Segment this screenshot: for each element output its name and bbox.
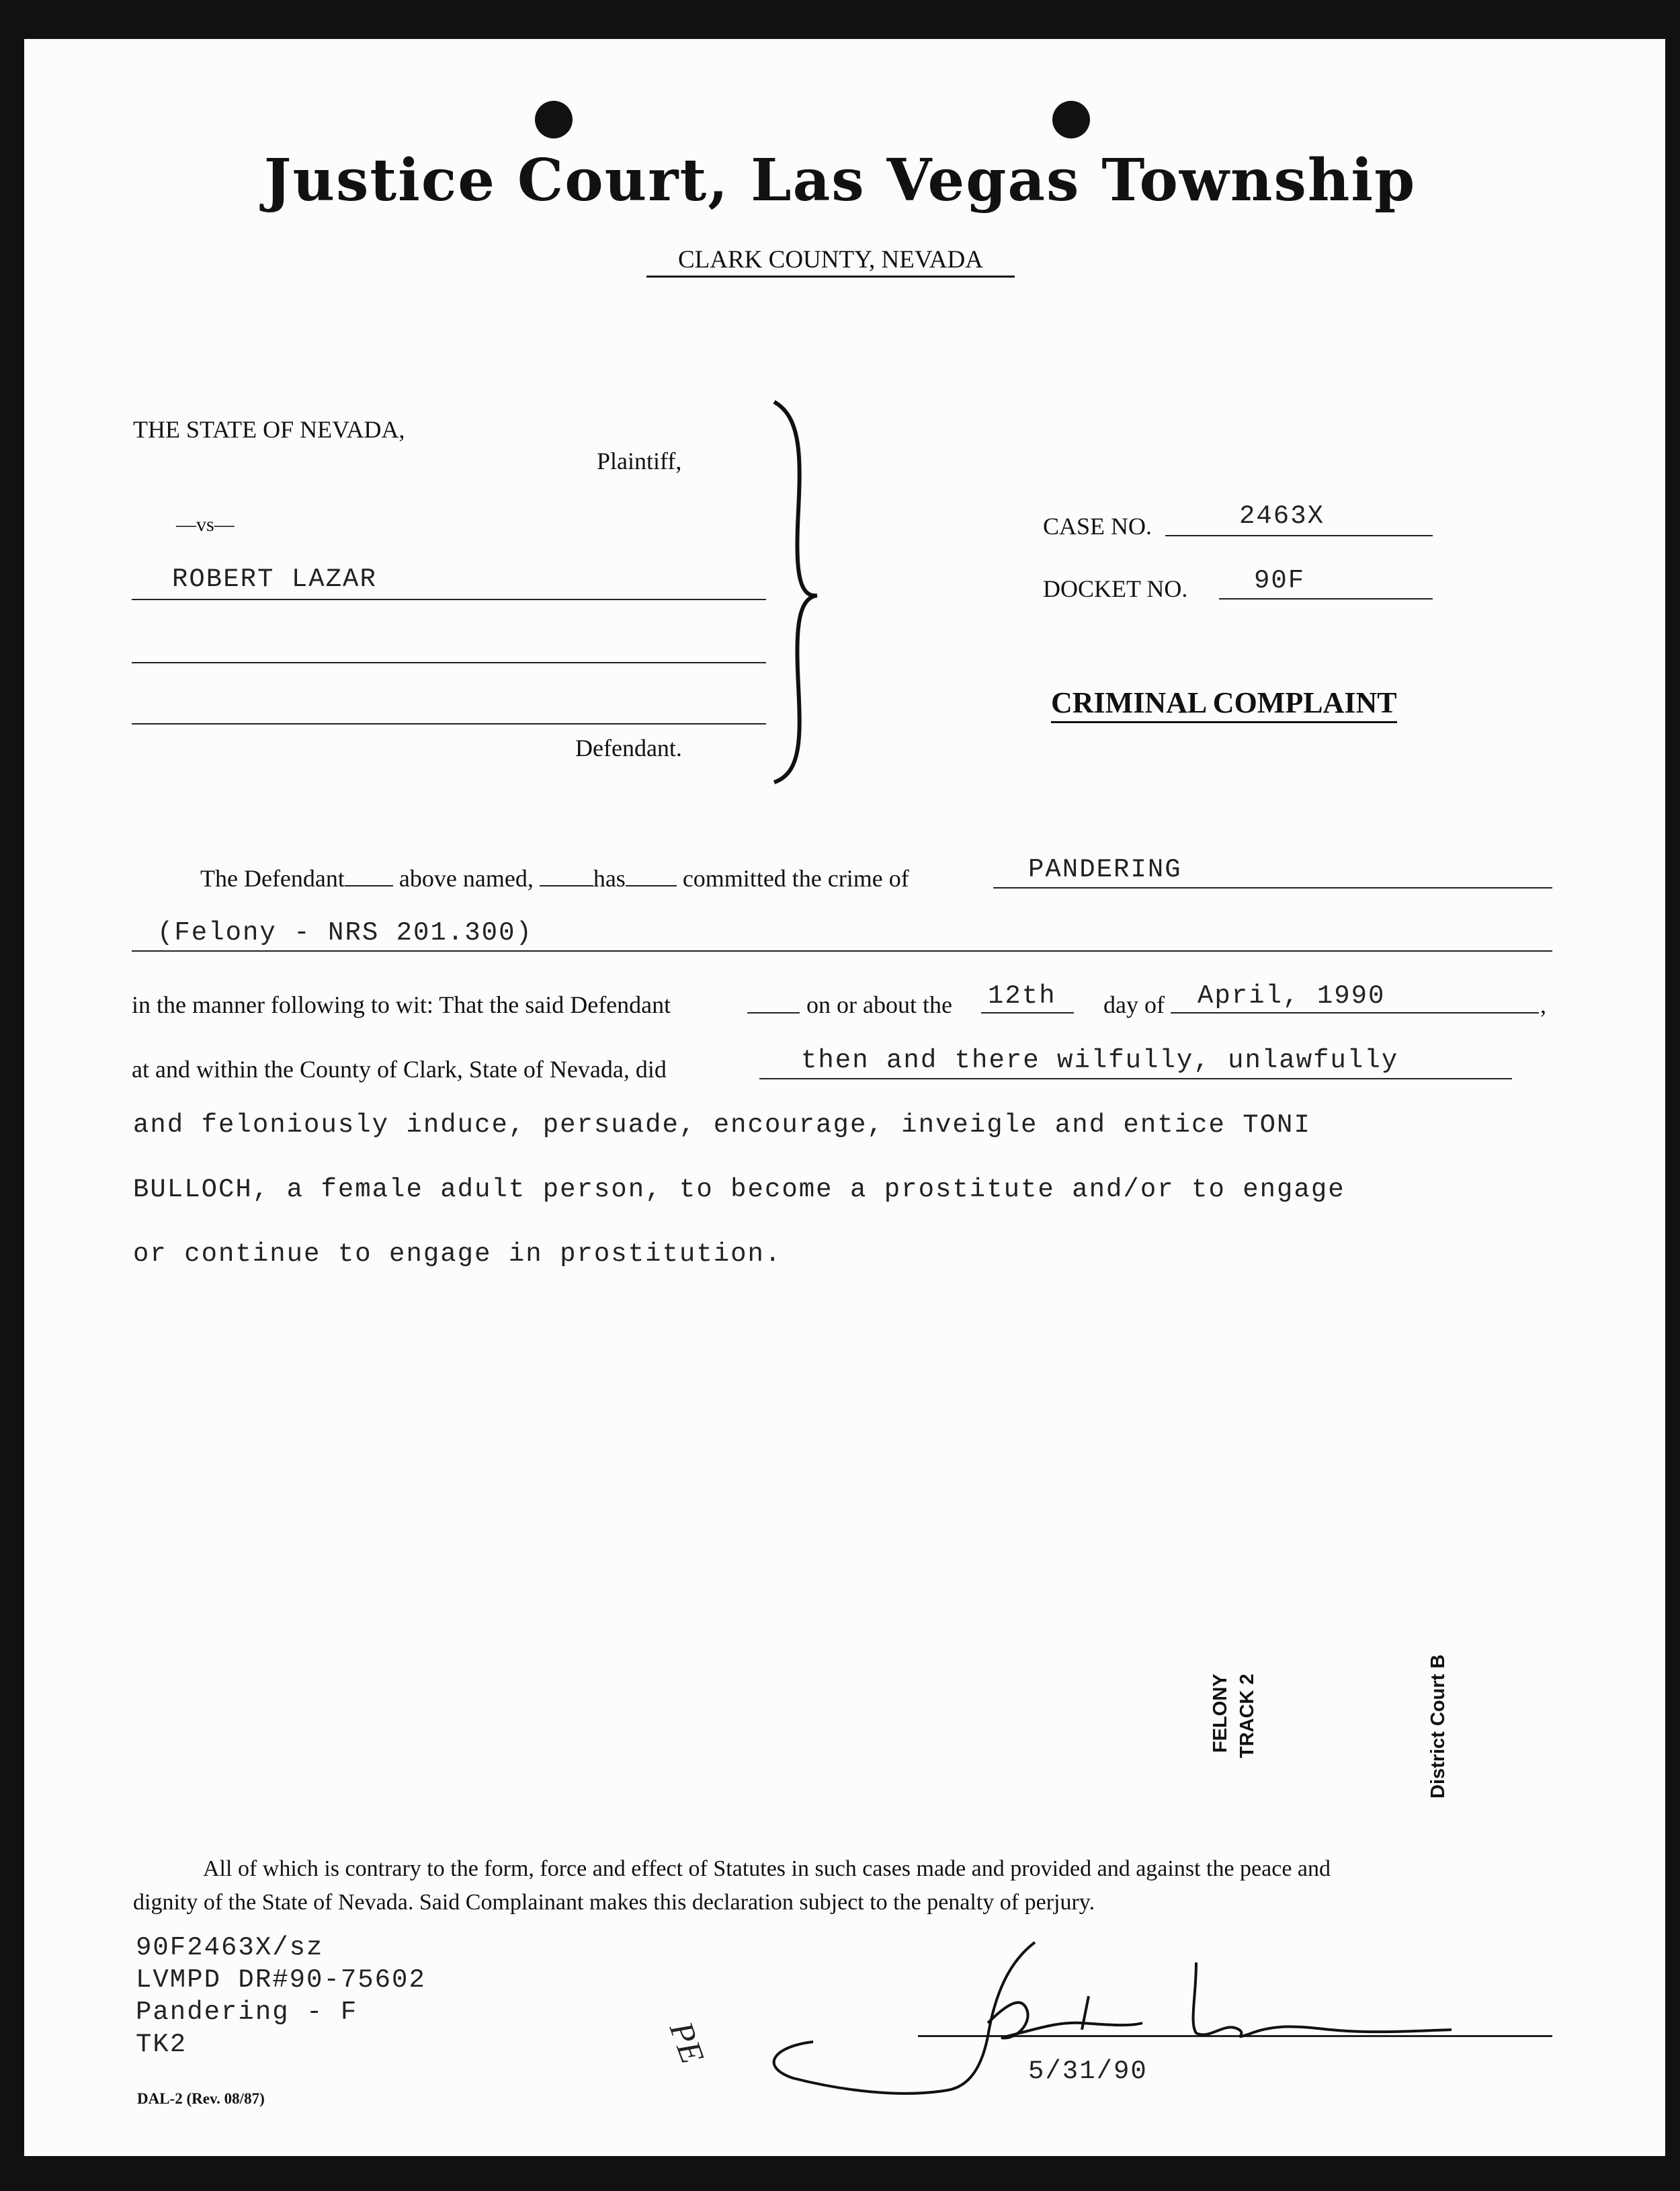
- day-of-text: day of: [1103, 991, 1165, 1018]
- day-value: 12th: [988, 981, 1056, 1011]
- reference-line-1: 90F2463X/sz: [136, 1933, 324, 1962]
- versus-label: —vs—: [176, 513, 235, 536]
- felony-stamp: FELONY: [1210, 1673, 1231, 1753]
- punch-hole-right: [1052, 101, 1090, 138]
- docket-no-line: [1219, 598, 1433, 600]
- court-title: Justice Court, Las Vegas Township: [263, 147, 1417, 214]
- above-named-text: above named,: [398, 865, 534, 892]
- narrative-4: or continue to engage in prostitution.: [133, 1239, 782, 1269]
- defendant-line-3: [132, 723, 766, 725]
- handwritten-mark: PE: [662, 2016, 712, 2069]
- complaint-page: [24, 39, 1665, 2156]
- docket-no-value: 90F: [1254, 566, 1306, 595]
- case-no-label: CASE NO.: [1043, 513, 1152, 540]
- signature-date: 5/31/90: [1028, 2057, 1148, 2086]
- plaintiff-label: Plaintiff,: [597, 448, 682, 474]
- crime-line: [993, 887, 1552, 888]
- manner-text: in the manner following to wit: That the said Defendant: [132, 991, 671, 1018]
- defendant-label: Defendant.: [575, 735, 682, 761]
- case-no-value: 2463X: [1239, 501, 1325, 531]
- reference-line-3: Pandering - F: [136, 1997, 358, 2027]
- manner-blank: [747, 1012, 800, 1014]
- reference-line-4: TK2: [136, 2030, 187, 2059]
- blank-2: [540, 884, 593, 886]
- crime-detail: (Felony - NRS 201.300): [157, 918, 533, 948]
- blank-3: [626, 884, 677, 886]
- narrative-3: BULLOCH, a female adult person, to become a prostitute and/or to engage: [133, 1175, 1345, 1204]
- county-text: at and within the County of Clark, State of Nevada, did: [132, 1056, 667, 1083]
- defendant-text: The Defendant: [200, 865, 345, 892]
- closing-line-2: dignity of the State of Nevada. Said Complainant makes this declaration subject to the penalty of perjury.: [133, 1890, 1095, 1915]
- date-comma: ,: [1540, 991, 1546, 1018]
- document-type: CRIMINAL COMPLAINT: [1051, 686, 1397, 723]
- case-no-line: [1165, 535, 1433, 536]
- narrative-line: [759, 1078, 1512, 1079]
- defendant-name: ROBERT LAZAR: [172, 565, 377, 594]
- body-line-1: [200, 864, 909, 893]
- plaintiff-name: THE STATE OF NEVADA,: [133, 416, 405, 443]
- narrative-1: then and there wilfully, unlawfully: [801, 1046, 1399, 1075]
- on-or-about-text: on or about the: [806, 991, 952, 1018]
- has-text: has: [593, 865, 626, 892]
- district-court-stamp: District Court B: [1427, 1654, 1449, 1799]
- date-value: April, 1990: [1198, 981, 1386, 1011]
- reference-line-2: LVMPD DR#90-75602: [136, 1965, 426, 1995]
- crime-value: PANDERING: [1028, 855, 1182, 884]
- caption-brace: [759, 397, 827, 786]
- blank-1: [345, 884, 393, 886]
- punch-hole-left: [535, 101, 573, 138]
- committed-text: committed the crime of: [682, 865, 909, 892]
- closing-line-1: All of which is contrary to the form, force and effect of Statutes in such cases made and provided and against the peace and: [203, 1856, 1331, 1881]
- form-id: DAL-2 (Rev. 08/87): [137, 2090, 265, 2107]
- defendant-line-1: [132, 599, 766, 600]
- docket-no-label: DOCKET NO.: [1043, 575, 1188, 602]
- track-stamp: TRACK 2: [1236, 1673, 1258, 1758]
- narrative-2: and feloniously induce, persuade, encourage, inveigle and entice TONI: [133, 1110, 1311, 1140]
- date-line: [1171, 1012, 1539, 1014]
- crime-detail-line: [132, 950, 1552, 952]
- defendant-line-2: [132, 662, 766, 663]
- county-heading: CLARK COUNTY, NEVADA: [646, 245, 1015, 278]
- day-line: [981, 1012, 1074, 1014]
- complainant-signature: [766, 1922, 1519, 2117]
